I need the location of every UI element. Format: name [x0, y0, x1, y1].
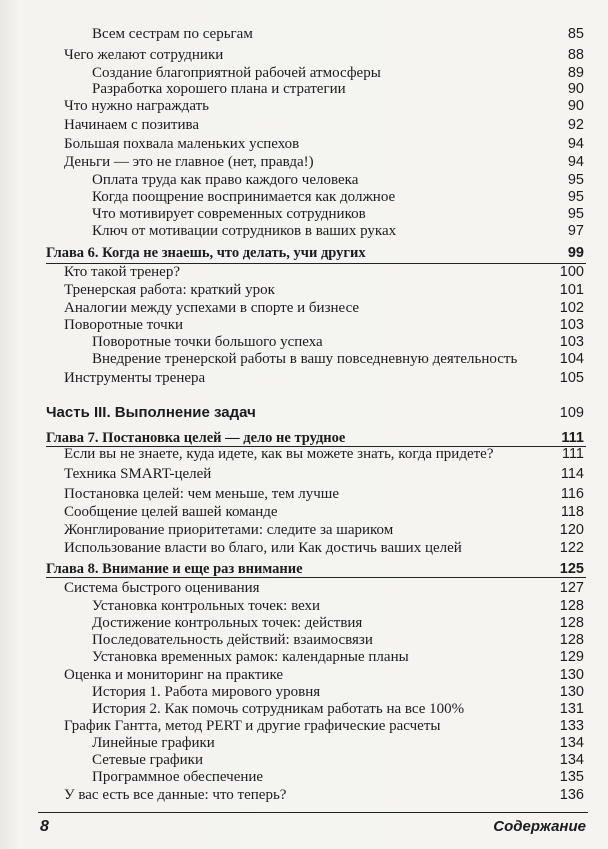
- toc-entry: [0, 484, 608, 504]
- toc-entry-page: 133: [559, 718, 584, 734]
- toc-entry: [0, 96, 608, 116]
- toc-entry-page: 120: [559, 522, 584, 538]
- toc-chapter-title: Глава 8. Внимание и еще раз внимание: [46, 561, 303, 577]
- toc-entry: [0, 152, 608, 172]
- toc-chapter: [0, 243, 608, 263]
- toc-entry-title: Линейные графики: [92, 735, 215, 751]
- toc-entry: [0, 368, 608, 388]
- toc-entry-page: 97: [567, 223, 584, 239]
- toc-entry-title: Установка временных рамок: календарные планы: [92, 649, 409, 665]
- toc-entry-title: Деньги — это не главное (нет, правда!): [64, 154, 314, 170]
- toc-entry-title: Достижение контрольных точек: действия: [92, 615, 363, 631]
- toc-entry: [0, 24, 608, 44]
- toc-entry-page: 101: [559, 282, 584, 298]
- toc-entry-title: Жонглирование приоритетами: следите за шариком: [64, 522, 394, 538]
- toc-chapter-page: 125: [559, 561, 584, 577]
- toc-entry-title: Кто такой тренер?: [64, 264, 180, 280]
- toc-entry-page: 95: [567, 206, 584, 222]
- toc-entry-title: Поворотные точки большого успеха: [92, 334, 323, 350]
- toc-entry-page: 116: [560, 486, 584, 502]
- toc-entry-title: Сетевые графики: [92, 752, 203, 768]
- toc-entry-title: Когда поощрение воспринимается как должное: [92, 189, 396, 205]
- toc-entry-page: 114: [560, 466, 584, 482]
- toc-entry-title: Большая похвала маленьких успехов: [64, 136, 300, 152]
- toc-entry-page: 89: [567, 65, 584, 81]
- toc-entry-page: 136: [559, 787, 584, 803]
- toc-entry: [0, 520, 608, 540]
- toc-entry-title: Последовательность действий: взаимосвязи: [92, 632, 373, 648]
- toc-entry: [0, 767, 608, 787]
- toc-entry-page: 118: [560, 504, 584, 520]
- toc-part: [0, 403, 608, 423]
- toc-entry: [0, 280, 608, 300]
- toc-entry-page: 95: [567, 172, 584, 188]
- toc-entry-page: 127: [559, 580, 584, 596]
- toc-entry-title: Аналогии между успехами в спорте и бизнесе: [64, 300, 360, 316]
- toc-entry-title: Постановка целей: чем меньше, тем лучше: [64, 486, 339, 502]
- toc-entry-page: 92: [567, 117, 584, 133]
- toc-entry-title: Оценка и мониторинг на практике: [64, 667, 284, 683]
- toc-entry-page: 85: [567, 26, 584, 42]
- toc-entry-title: Начинаем с позитива: [64, 117, 200, 133]
- toc-entry-title: Инструменты тренера: [64, 370, 206, 386]
- toc-part-title: Часть III. Выполнение задач: [46, 404, 256, 421]
- toc-entry-title: История 1. Работа мирового уровня: [92, 684, 321, 700]
- toc-entry-page: 128: [559, 598, 584, 614]
- toc-entry: [0, 444, 608, 464]
- toc-entry: [0, 502, 608, 522]
- toc-entry-title: Система быстрого оценивания: [64, 580, 260, 596]
- toc-entry-page: 103: [559, 334, 584, 350]
- toc-entry-page: 130: [559, 684, 584, 700]
- toc-entry-page: 134: [559, 735, 584, 751]
- toc-entry-title: Что мотивирует современных сотрудников: [92, 206, 366, 222]
- toc-chapter: [0, 559, 608, 579]
- toc-entry: [0, 647, 608, 667]
- toc-entry-page: 94: [567, 136, 584, 152]
- toc-entry: [0, 349, 608, 369]
- toc-entry-page: 128: [559, 615, 584, 631]
- toc-chapter-title: Глава 7. Постановка целей — дело не трудное: [46, 430, 346, 446]
- toc-entry-title: Создание благоприятной рабочей атмосферы: [92, 65, 381, 81]
- toc-entry-page: 131: [559, 701, 584, 717]
- footer-rule: [38, 812, 588, 813]
- toc-entry: [0, 115, 608, 135]
- toc-entry-page: 105: [559, 370, 584, 386]
- toc-entry-page: 129: [559, 649, 584, 665]
- toc-entry-title: Если вы не знаете, куда идете, как вы можете знать, когда придете?: [64, 446, 494, 462]
- toc-entry-title: Ключ от мотивации сотрудников в ваших руках: [92, 223, 397, 239]
- toc-entry-page: 90: [567, 98, 584, 114]
- footer-section-title: Содержание: [493, 818, 586, 835]
- toc-entry-page: 95: [567, 189, 584, 205]
- toc-entry-page: 134: [559, 752, 584, 768]
- toc-entry-page: 111: [561, 446, 584, 462]
- toc-entry: [0, 221, 608, 241]
- toc-entry: [0, 538, 608, 558]
- toc-chapter-title: Глава 6. Когда не знаешь, что делать, учи других: [46, 245, 366, 261]
- toc-entry: [0, 785, 608, 805]
- toc-entry-page: 94: [567, 154, 584, 170]
- toc-part-page: 109: [559, 405, 584, 421]
- toc-entry: [0, 464, 608, 484]
- toc-entry: [0, 45, 608, 65]
- toc-chapter-page: 99: [567, 245, 584, 261]
- toc-chapter-page: 111: [561, 430, 584, 446]
- toc-entry-page: 135: [559, 769, 584, 785]
- toc-entry-page: 122: [559, 540, 584, 556]
- toc-entry-page: 102: [559, 300, 584, 316]
- toc-entry: [0, 134, 608, 154]
- toc-entry: [0, 578, 608, 598]
- toc-entry-title: Что нужно награждать: [64, 98, 209, 114]
- toc-entry-title: Всем сестрам по серьгам: [92, 26, 253, 42]
- toc-entry-title: Поворотные точки: [64, 317, 184, 333]
- footer-page-number: 8: [40, 818, 49, 835]
- toc-entry-page: 103: [559, 317, 584, 333]
- toc-entry-title: Использование власти во благо, или Как достичь ваших целей: [64, 540, 462, 556]
- toc-entry-title: Чего желают сотрудники: [64, 47, 224, 63]
- toc-entry-title: Техника SMART-целей: [64, 466, 212, 482]
- toc-entry-page: 130: [559, 667, 584, 683]
- toc-entry-page: 100: [559, 264, 584, 280]
- toc-entry-title: График Гантта, метод PERT и другие графические расчеты: [64, 718, 441, 734]
- toc-entry-page: 90: [567, 81, 584, 97]
- toc-entry-title: Оплата труда как право каждого человека: [92, 172, 359, 188]
- toc-entry-title: Установка контрольных точек: вехи: [92, 598, 321, 614]
- toc-entry-page: 128: [559, 632, 584, 648]
- toc-entry-title: Тренерская работа: краткий урок: [64, 282, 275, 298]
- toc-entry-page: 104: [559, 351, 584, 367]
- toc-entry-title: История 2. Как помочь сотрудникам работать на все 100%: [92, 701, 465, 717]
- toc-entry-title: Программное обеспечение: [92, 769, 264, 785]
- toc-entry-page: 88: [567, 47, 584, 63]
- toc-entry: [0, 262, 608, 282]
- toc-entry-title: Разработка хорошего плана и стратегии: [92, 81, 346, 97]
- toc-entry-title: Внедрение тренерской работы в вашу повседневную деятельность: [92, 351, 518, 367]
- toc-entry-title: Сообщение целей вашей команде: [64, 504, 278, 520]
- toc-entry-title: У вас есть все данные: что теперь?: [64, 787, 287, 803]
